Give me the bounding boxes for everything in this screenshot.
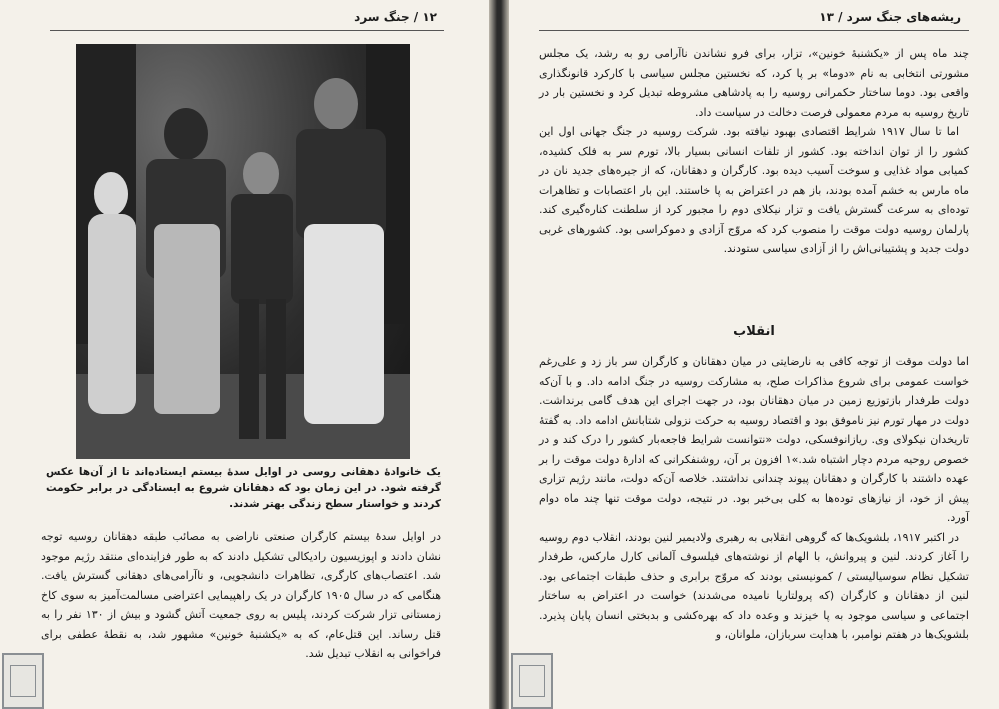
header-rule bbox=[539, 30, 969, 31]
right-body-top bbox=[539, 44, 969, 259]
library-stamp-icon bbox=[2, 653, 44, 709]
paragraph: چند ماه پس از «یکشنبهٔ خونین»، تزار، برای فرو نشاندن ناآرامی رو به رشد، یک مجلس مشورتی انتخابی به نام «دوما» بر پا کرد، که نخستین مجلس سیاسی با کارکرد قانونگذاری واقعی بود. دوما ساختار حکمرانی روسیه را به پادشاهی مشروطه تبدیل کرد و نخستین بار در تاریخ روسیه به مردم معمولی فرصت دخالت در سیاست داد. bbox=[539, 47, 969, 119]
left-body-text bbox=[41, 527, 441, 664]
paragraph: در اکتبر ۱۹۱۷، بلشویک‌ها که گروهی انقلابی به رهبری ولادیمیر لنین بودند، انقلاب دوم روسیه را آغاز کردند. لنین و پیروانش، با الهام از نوشته‌های فیلسوف آلمانی کارل مارکس، طرفدار تشکیل نظام سوسیالیستی / کمونیستی بودند که مروّج برابری و حذف طبقات اجتماعی بود. لنین از دهقانان و کارگران (که پرولتاریا نامیده می‌شدند) خواست در اعتراض به ساختار اجتماعی و سیاسی موجود به پا خیزند و وعده داد که بهره‌کشی و بدبختی انسان پایان پذیرد. بلشویک‌ها در هفتم نوامبر، با هدایت سربازان، ملوانان، و bbox=[539, 530, 969, 641]
running-head-left: ۱۲ / جنگ سرد bbox=[354, 10, 437, 24]
photo-caption: یک خانوادهٔ دهقانی روسی در اوایل سدهٔ بیستم ایستاده‌اند تا از آن‌ها عکس گرفته شود. در این زمان بود که دهقانان شروع به ایستادگی در برابر حکومت کردند و خواستار سطح زندگی بهتر شدند. bbox=[46, 466, 441, 510]
right-page bbox=[509, 0, 999, 709]
left-body-paragraph: در اوایل سدهٔ بیستم کارگران صنعتی ناراضی به مصائب طبقه دهقانان روسیه توجه نشان دادند و اپوزیسیون رادیکالی تشکیل دادند که به طور فزاینده‌ای منتقد رژیم موجود شد. اعتصاب‌های کارگری، تظاهرات دانشجویی، و ناآرامی‌های دهقانی گسترش یافت. هنگامی که در سال ۱۹۰۵ کارگران در یک راهپیمایی اعتراضی مسالمت‌آمیز به سوی کاخ زمستانی تزار شرکت کردند، پلیس به روی جمعیت آتش گشود و بیش از ۱۳۰ نفر را به قتل رساند. این قتل‌عام، که به «یکشنبهٔ خونین» مشهور شد، به نقطهٔ عطفی برای فراخوانی به انقلاب تبدیل شد. bbox=[41, 530, 442, 660]
right-body-bottom bbox=[539, 352, 969, 645]
paragraph: اما دولت موقت از توجه کافی به نارضایتی در میان دهقانان و کارگران سر باز زد و علی‌رغم خواست عمومی برای شروع مذاکرات صلح، به مشارکت روسیه در جنگ ادامه داد. و با آن‌که دولت طرفدار بازتوزیع زمین در میان دهقانان بود، در جهت اجرای این هدف گامی برنداشت. دولت در مهار تورم نیز ناموفق بود و اقتصاد روسیه به حرکت نزولی شتابانش ادامه داد. به گفتهٔ تاریخدان نیکولای وی. ریازانوفسکی، دولت «نتوانست شرایط فاجعه‌بار کشور را درک کند و در خصوص روحیه مردم دچار اشتباه شد.»۱ افزون بر آن، روشنفکرانی که ادارهٔ دولت موقت را بر عهده داشتند با کارگران و دهقانان پیوند چندانی نداشتند. خلاصه آن‌که دولت، مانند رژیم تزاری پیش از خود، از نیازهای توده‌ها به کلی بی‌خبر بود. در نتیجه، دولت موقت تنها چند ماه دوام آورد. bbox=[539, 355, 969, 524]
paragraph: اما تا سال ۱۹۱۷ شرایط اقتصادی بهبود نیافته بود. شرکت روسیه در جنگ جهانی اول این کشور را از توان انداخته بود. کشور از تلفات انسانی بسیار بالا، تورم سر به فلک کشیده، کمیابی مواد غذایی و سوخت آسیب دیده بود. کارگران و دهقانان، که از جیره‌های جدید نان در ماه مارس به خشم آمده بودند، باز هم در اعتراض به پا خاستند. این بار اعتصابات و تظاهرات توده‌ای به سرعت گسترش یافت و تزار نیکلای دوم را مجبور کرد از سلطنت کناره‌گیری کند. پارلمان روسیه دولت موقت را منصوب کرد که مروّج آزادی و دموکراسی بود. کشورهای غربی دولت جدید و پشتیبانی‌اش را از آزادی سیاسی ستودند. bbox=[539, 125, 969, 255]
left-page bbox=[0, 0, 489, 709]
family-photo bbox=[76, 44, 410, 459]
photo-figures bbox=[76, 44, 410, 459]
library-stamp-icon bbox=[511, 653, 553, 709]
book-gutter bbox=[489, 0, 509, 709]
header-rule bbox=[50, 30, 444, 31]
running-head-right: ریشه‌های جنگ سرد / ۱۳ bbox=[819, 10, 961, 24]
section-heading: انقلاب bbox=[733, 324, 775, 339]
